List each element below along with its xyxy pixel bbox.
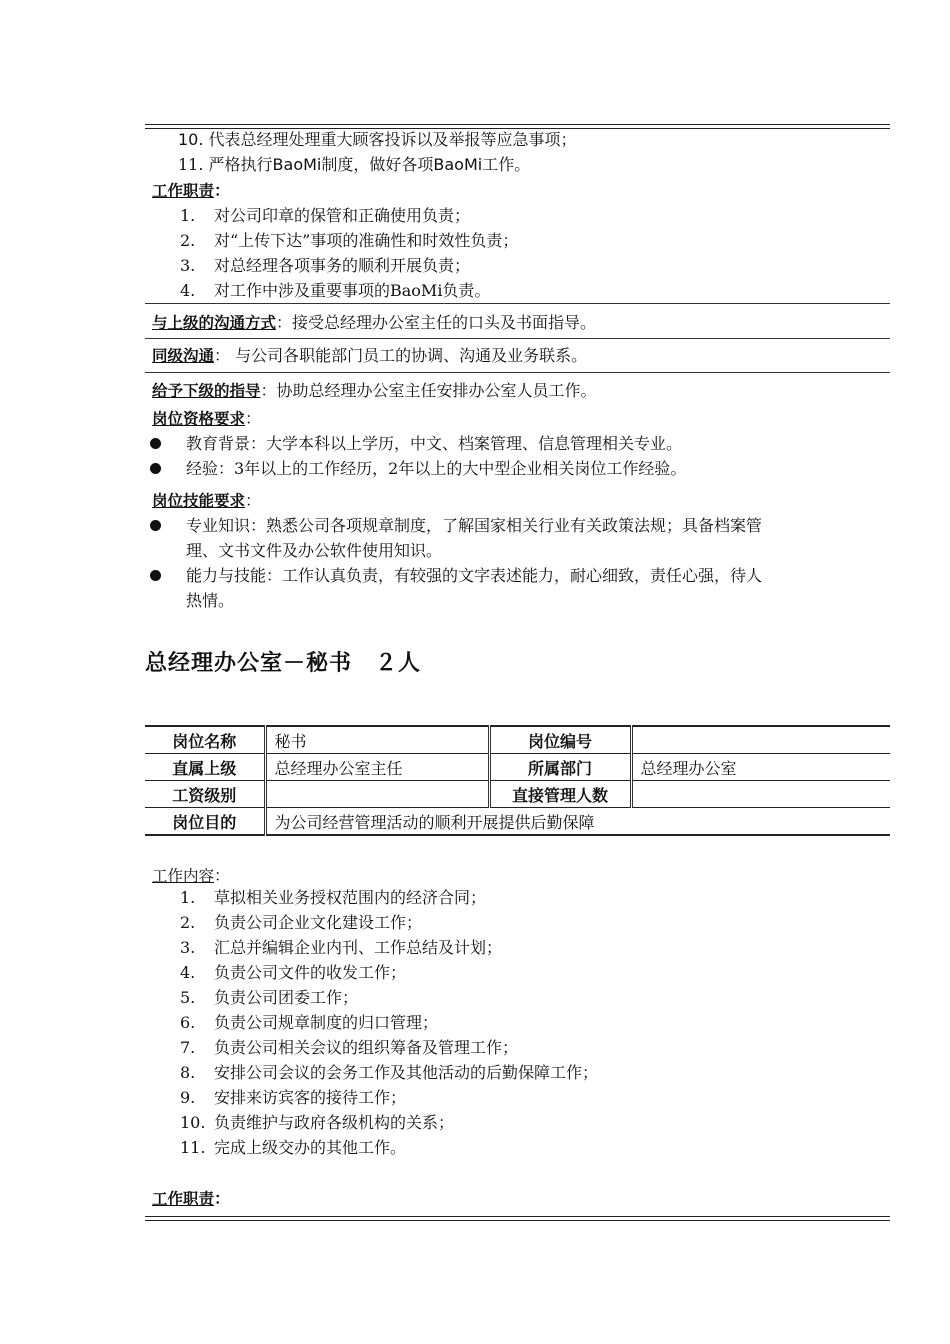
qualification-item: 经验：3年以上的工作经历，2年以上的大中型企业相关岗位工作经验。: [186, 459, 687, 478]
qualifications-label: 岗位资格要求: [152, 410, 246, 428]
list-item: [180, 962, 406, 984]
peer-communication: [152, 345, 587, 367]
table-header-cell: 所属部门: [489, 754, 631, 781]
list-item: [180, 912, 422, 934]
item-text: 负责公司企业文化建设工作；: [214, 913, 423, 932]
item-number: 9.: [180, 1088, 196, 1107]
item-number: 1.: [180, 206, 196, 225]
table-row: [145, 808, 890, 836]
item-text: 负责公司团委工作；: [214, 988, 359, 1007]
list-item: [180, 887, 486, 909]
divider: [145, 303, 890, 304]
skills-heading: [152, 490, 261, 512]
table-header-cell: 岗位名称: [172, 731, 237, 751]
work-content-colon: ：: [214, 866, 231, 885]
work-content-heading: [152, 865, 230, 887]
item-number: 11.: [180, 1138, 206, 1157]
item-number: 7.: [180, 1038, 196, 1057]
list-item: [178, 154, 530, 176]
qualification-item: 教育背景：大学本科以上学历，中文、档案管理、信息管理相关专业。: [186, 434, 683, 453]
table-cell: [265, 781, 489, 808]
subordinate-guidance: [152, 380, 597, 402]
work-content-label: 工作内容: [152, 867, 215, 885]
item-text: 完成上级交办的其他工作。: [214, 1138, 407, 1157]
item-text: 对公司印章的保管和正确使用负责；: [214, 206, 471, 225]
list-item: [180, 1137, 406, 1159]
skill-item-line: 能力与技能：工作认真负责，有较强的文字表述能力，耐心细致，责任心强，待人: [186, 566, 763, 585]
item-number: 4.: [180, 281, 196, 300]
table-cell: [631, 726, 890, 754]
qualifications-heading: [152, 408, 261, 430]
item-number: 2.: [180, 231, 196, 250]
duties-label: 工作职责: [152, 1190, 215, 1208]
list-item: [180, 280, 490, 302]
item-number: 6.: [180, 1013, 196, 1032]
bullet-icon: [150, 463, 161, 474]
duties-colon: ：: [214, 181, 231, 200]
table-cell: 为公司经营管理活动的顺利开展提供后勤保障: [265, 808, 890, 836]
item-number: 3.: [180, 938, 196, 957]
divider: [145, 338, 890, 339]
superior-communication: [152, 312, 596, 334]
item-text: 负责公司文件的收发工作；: [214, 963, 407, 982]
table-cell: 总经理办公室主任: [265, 754, 489, 781]
bottom-double-rule: [145, 1216, 890, 1221]
duties-heading: [152, 1188, 230, 1210]
position-info-table: [145, 725, 890, 836]
subordinate-label: 给予下级的指导: [152, 382, 261, 400]
table-row: [145, 754, 890, 781]
section-title: 总经理办公室－秘书 ２人: [145, 651, 422, 676]
list-item: [180, 205, 470, 227]
item-number: 3.: [180, 256, 196, 275]
skill-item-line: 理、文书文件及办公软件使用知识。: [186, 541, 443, 560]
item-number: 2.: [180, 913, 196, 932]
item-number: 10.: [178, 130, 204, 149]
superior-label: 与上级的沟通方式: [152, 314, 277, 332]
table-row: [145, 726, 890, 754]
table-cell: 总经理办公室: [631, 754, 890, 781]
bullet-icon: [150, 438, 161, 449]
subordinate-text: ：协助总经理办公室主任安排办公室人员工作。: [260, 381, 597, 400]
list-item: [180, 937, 502, 959]
item-number: 5.: [180, 988, 196, 1007]
table-header-cell: 工资级别: [172, 785, 237, 805]
list-item: [180, 1087, 406, 1109]
item-text: 负责公司规章制度的归口管理；: [214, 1013, 439, 1032]
item-text: 安排来访宾客的接待工作；: [214, 1088, 407, 1107]
item-text: 草拟相关业务授权范围内的经济合同；: [214, 888, 487, 907]
item-number: 10.: [180, 1113, 206, 1132]
divider: [145, 372, 890, 373]
skill-item-line: 热情。: [186, 591, 235, 610]
item-text: 对“上传下达”事项的准确性和时效性负责；: [214, 231, 519, 250]
peer-label: 同级沟通: [152, 347, 215, 365]
table-row: [145, 781, 890, 808]
skills-colon: ：: [245, 491, 262, 510]
list-item: [180, 230, 518, 252]
item-number: 1.: [180, 888, 196, 907]
table-header-cell: 岗位编号: [489, 726, 631, 754]
item-number: 4.: [180, 963, 196, 982]
item-text: 对工作中涉及重要事项的BaoMi负责。: [214, 281, 491, 300]
item-text: 严格执行BaoMi制度，做好各项BaoMi工作。: [208, 155, 531, 174]
list-item: [180, 1037, 518, 1059]
peer-text: ： 与公司各职能部门员工的协调、沟通及业务联系。: [214, 346, 588, 365]
duties-label: 工作职责: [152, 182, 215, 200]
table-header-cell: 直接管理人数: [489, 781, 631, 808]
list-item: [180, 255, 470, 277]
item-text: 负责公司相关会议的组织筹备及管理工作；: [214, 1038, 519, 1057]
item-text: 代表总经理处理重大顾客投诉以及举报等应急事项；: [208, 130, 577, 149]
duties-heading: [152, 180, 230, 202]
item-text: 汇总并编辑企业内刊、工作总结及计划；: [214, 938, 503, 957]
table-cell: 秘书: [265, 726, 489, 754]
item-text: 安排公司会议的会务工作及其他活动的后勤保障工作；: [214, 1063, 599, 1082]
bullet-icon: [150, 570, 161, 581]
list-item: [180, 1012, 438, 1034]
list-item: [180, 1062, 598, 1084]
table-cell: [631, 781, 890, 808]
qualifications-colon: ：: [245, 409, 262, 428]
skill-item-line: 专业知识：熟悉公司各项规章制度，了解国家相关行业有关政策法规；具备档案管: [186, 516, 763, 535]
item-number: 11.: [178, 155, 204, 174]
table-header-cell: 岗位目的: [172, 812, 237, 832]
duties-colon: ：: [214, 1189, 231, 1208]
item-number: 8.: [180, 1063, 196, 1082]
bullet-icon: [150, 520, 161, 531]
list-item: [180, 987, 358, 1009]
item-text: 对总经理各项事务的顺利开展负责；: [214, 256, 471, 275]
list-item: [178, 129, 577, 151]
list-item: [180, 1112, 454, 1134]
table-header-cell: 直属上级: [172, 758, 237, 778]
superior-text: ：接受总经理办公室主任的口头及书面指导。: [276, 313, 597, 332]
item-text: 负责维护与政府各级机构的关系；: [214, 1113, 455, 1132]
skills-label: 岗位技能要求: [152, 492, 246, 510]
